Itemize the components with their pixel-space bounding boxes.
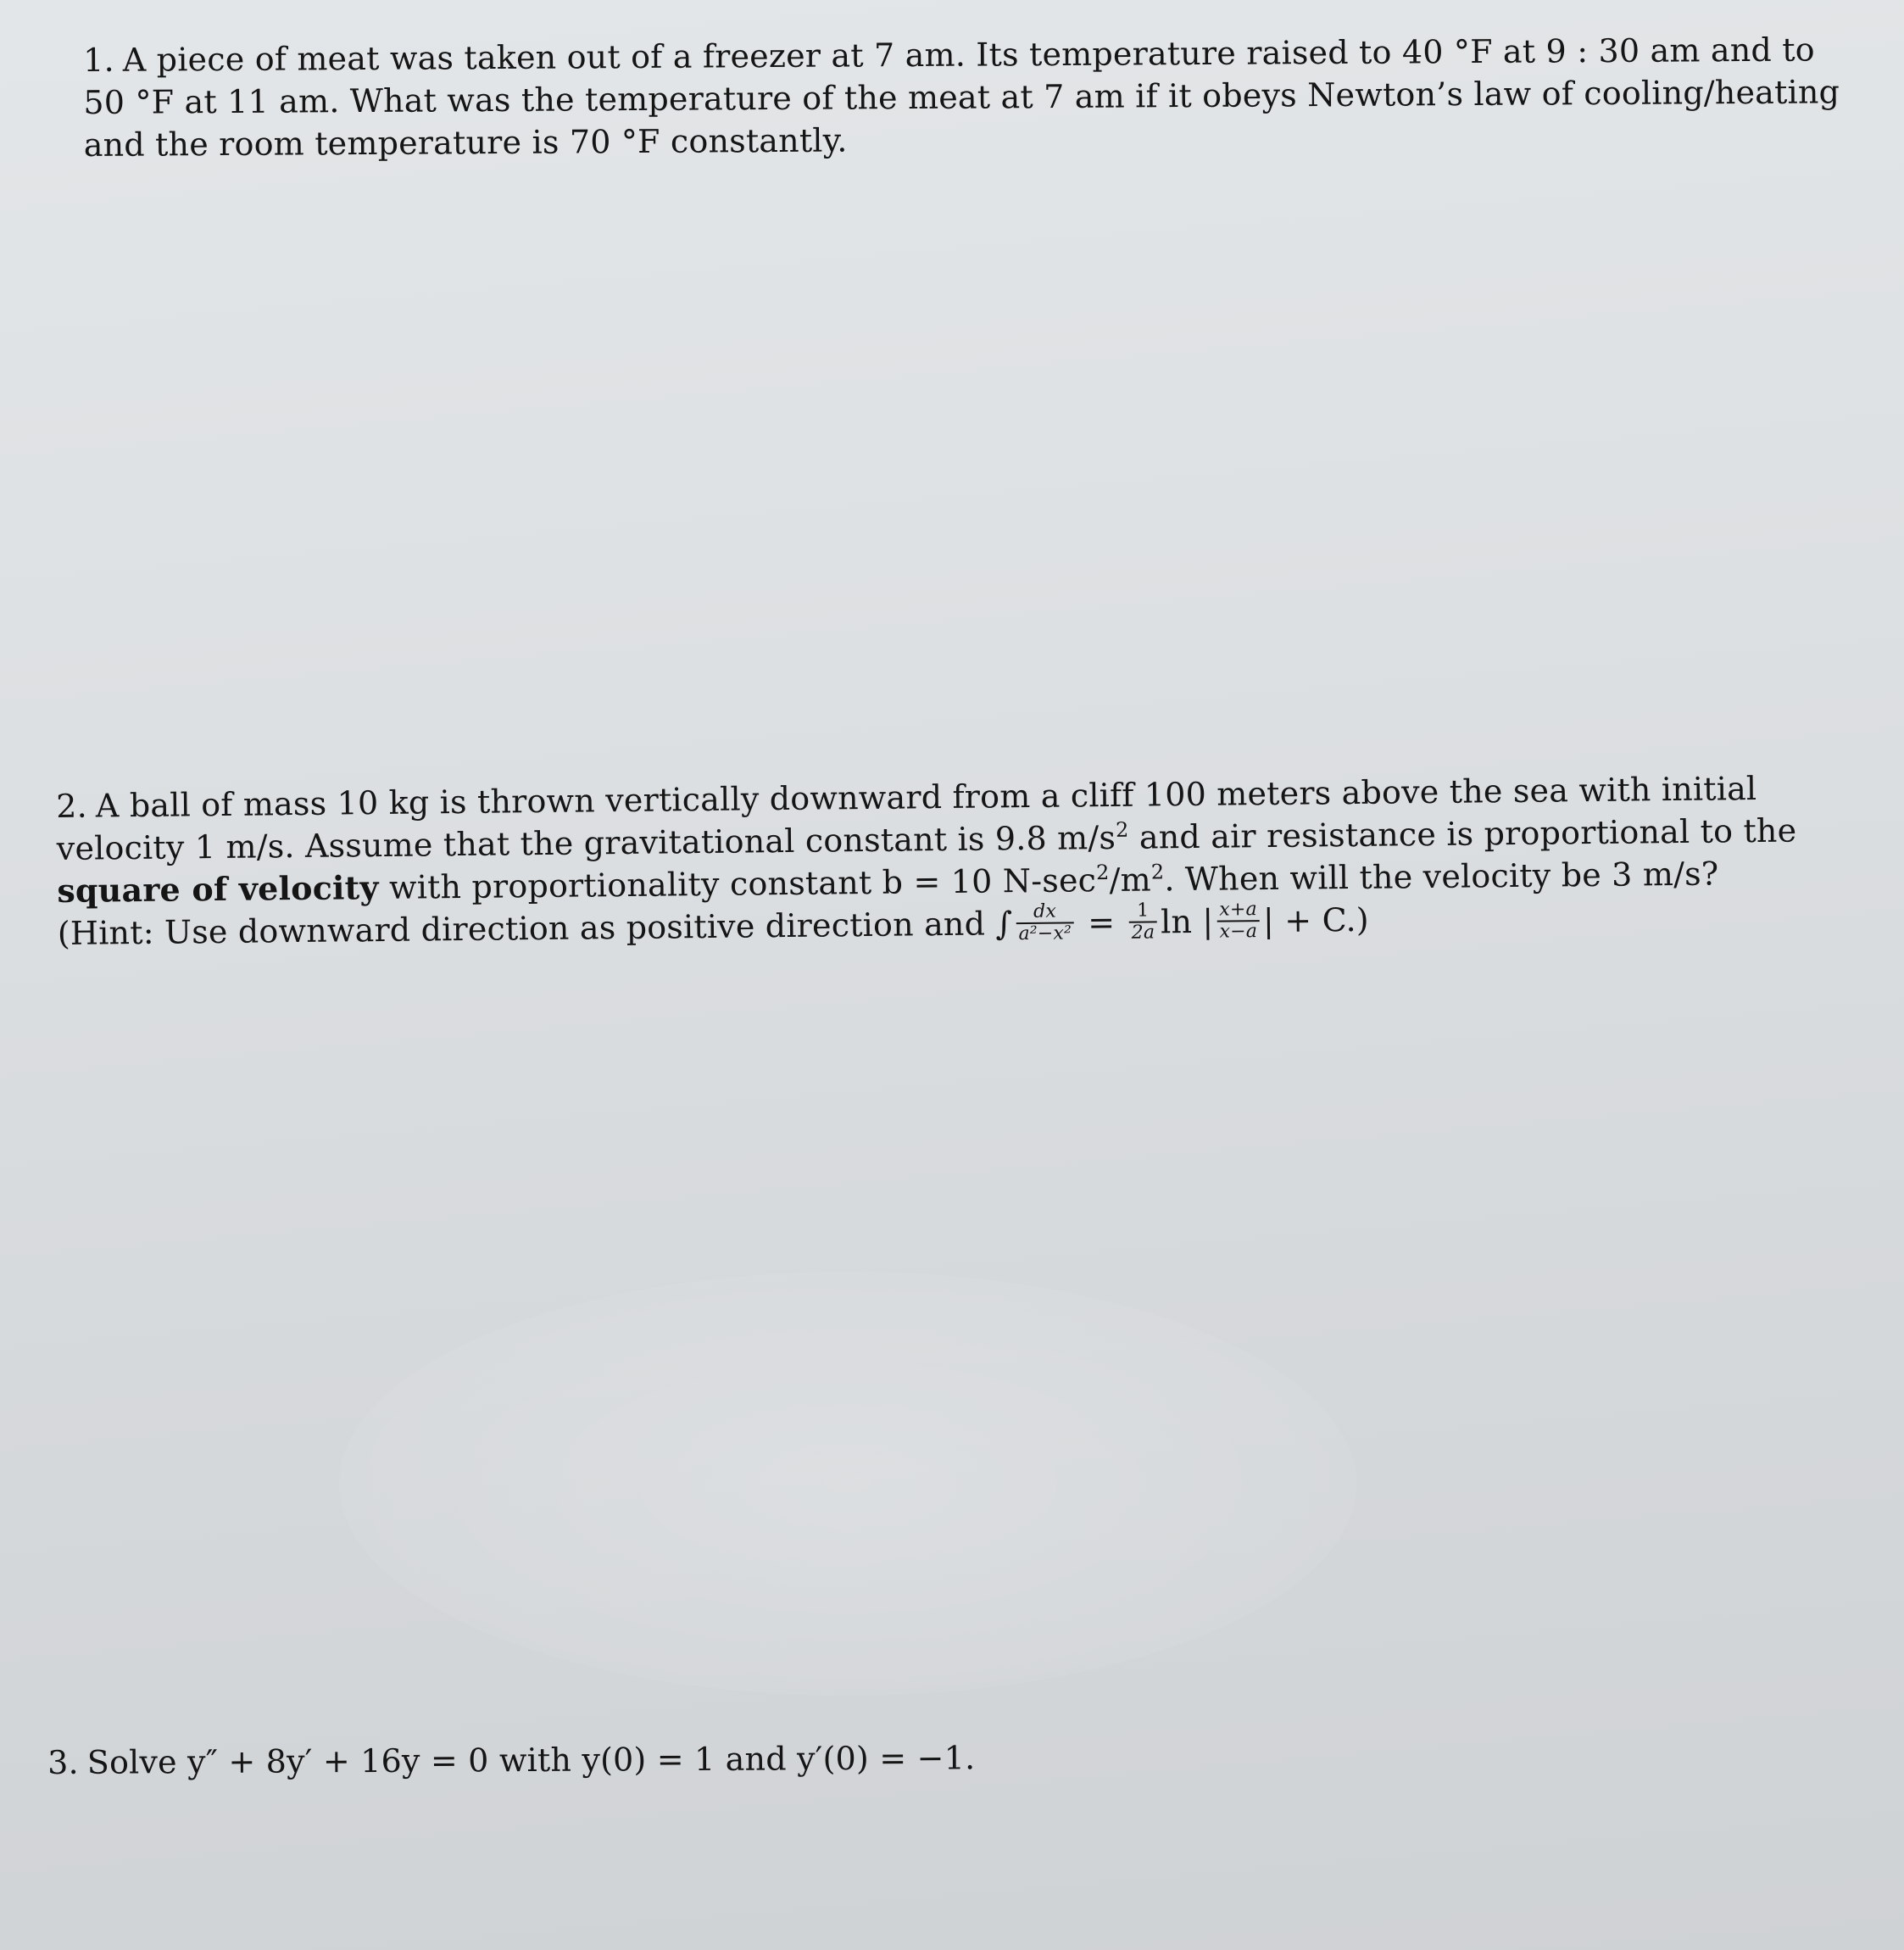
problem-1-line-3: and the room temperature is 70 °F constantly. [83,121,848,164]
hint-closing: | + C.) [1262,900,1370,940]
problem-1 [83,29,1840,166]
fraction-denominator: a²−x² [1018,922,1072,944]
problem-2-text-3b: /m [1109,861,1152,899]
problem-1-number: 1. [83,41,114,79]
problem-3 [47,1736,1234,1784]
fraction-denominator: 2a [1131,921,1155,944]
fraction-coefficient [1128,900,1157,943]
hint-text: (Hint: Use downward direction as positive direction and ∫ [57,905,1013,952]
exponent: 2 [1095,860,1110,885]
fraction-numerator: 1 [1128,900,1157,922]
problem-2-number: 2. [56,787,88,825]
fraction-numerator: x+a [1216,900,1260,922]
exponent: 2 [1115,817,1129,842]
problem-2-text-2a: velocity 1 m/s. Assume that the gravitational constant is 9.8 m/s [56,818,1116,867]
problem-3-number: 3. [47,1743,79,1781]
problem-2 [56,766,1821,957]
problem-3-line-1 [47,1736,1234,1784]
problem-2-text-3c: . When will the velocity be 3 m/s? [1164,855,1719,899]
emphasis-square-of-velocity: square of velocity [57,868,379,910]
paper-shading [339,1272,1356,1696]
problem-2-text-1: A ball of mass 10 kg is thrown vertically downward from a cliff 100 meters above the sea with initial [95,769,1757,825]
fraction-numerator: dx [1016,901,1074,924]
problem-3-text: Solve y″ + 8y′ + 16y = 0 with y(0) = 1 and y′(0) = −1. [86,1739,976,1781]
problem-2-text-2b: and air resistance is proportional to the [1128,811,1797,856]
fraction-log-argument [1216,900,1260,943]
problem-1-line-2: 50 °F at 11 am. What was the temperature of the meat at 7 am if it obeys Newton’s law of cooling/heating [83,73,1840,121]
log-text: ln | [1160,902,1214,941]
fraction-integrand [1016,901,1074,944]
problem-2-text-3a: with proportionality constant b = 10 N-sec [378,861,1097,907]
fraction-denominator: x−a [1219,920,1258,943]
exponent: 2 [1150,860,1165,884]
problem-1-text-1: A piece of meat was taken out of a freezer at 7 am. Its temperature raised to 40 °F at 9 : 30 am and to [122,31,1815,79]
equals-sign: = [1077,903,1126,942]
